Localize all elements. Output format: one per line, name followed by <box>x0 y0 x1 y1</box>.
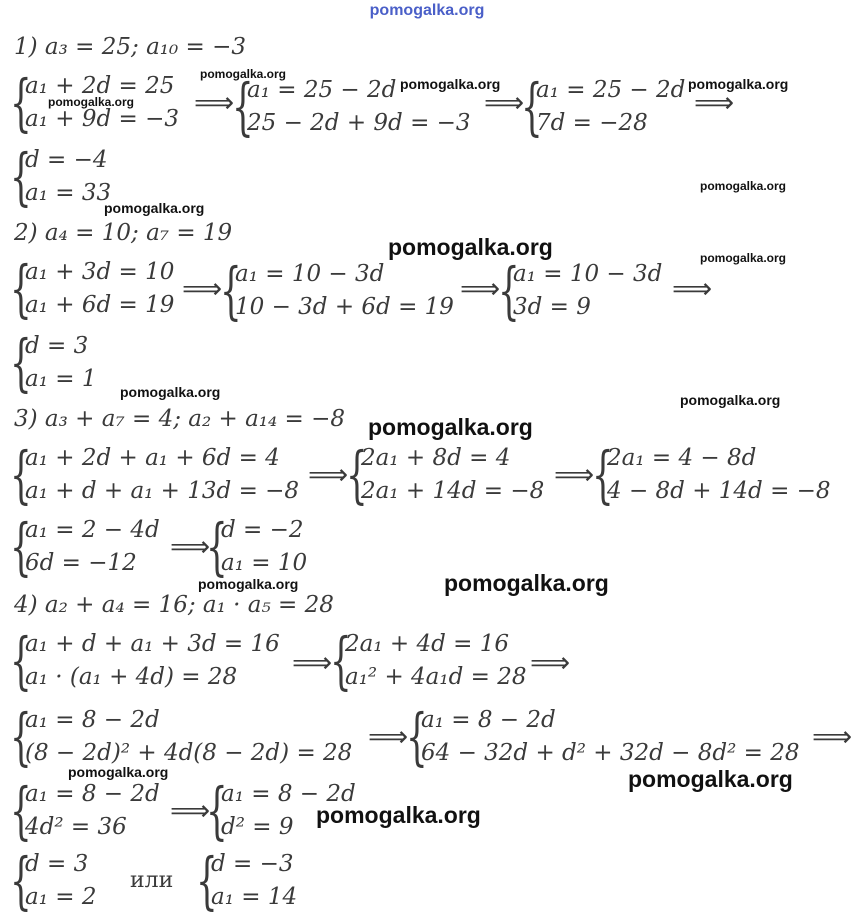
watermark: pomogalka.org <box>388 234 553 260</box>
eq-row: d² = 9 <box>221 814 294 840</box>
implies-arrow-icon: ⟹ <box>812 720 853 753</box>
watermark: pomogalka.org <box>400 76 501 92</box>
brace-icon: { <box>521 70 543 143</box>
brace-icon: { <box>10 774 32 847</box>
eq-row: a₁ = 8 − 2d <box>421 707 556 733</box>
eq-row: a₁ = 25 − 2d <box>536 77 686 103</box>
system-4-8 <box>196 844 298 917</box>
implies-arrow-icon: ⟹ <box>530 646 571 679</box>
or-word: или <box>130 868 174 893</box>
eq-row: 25 − 2d + 9d = −3 <box>247 110 471 136</box>
problem-3-header: 3) a₃ + a₇ = 4; a₂ + a₁₄ = −8 <box>14 406 346 432</box>
watermark: pomogalka.org <box>104 200 205 216</box>
eq-row: 6d = −12 <box>25 550 137 576</box>
brace-icon: { <box>10 252 32 325</box>
eq-row: 2a₁ + 8d = 4 <box>361 445 511 471</box>
eq-row: a₁ = 33 <box>25 180 112 206</box>
implies-arrow-icon: ⟹ <box>170 530 211 563</box>
watermark-top: pomogalka.org <box>369 2 485 19</box>
problem-2-header: 2) a₄ = 10; a₇ = 19 <box>14 220 233 246</box>
system-2-3 <box>498 254 663 327</box>
eq-row: 2a₁ + 4d = 16 <box>345 631 509 657</box>
eq-row: a₁ + d + a₁ + 3d = 16 <box>25 631 280 657</box>
implies-arrow-icon: ⟹ <box>182 272 223 305</box>
brace-icon: { <box>196 844 218 917</box>
brace-icon: { <box>206 510 228 583</box>
system-4-1 <box>10 624 280 697</box>
eq-row: a₁ = 8 − 2d <box>221 781 356 807</box>
system-4-5 <box>10 774 160 847</box>
implies-arrow-icon: ⟹ <box>308 458 349 491</box>
eq-row: 64 − 32d + d² + 32d − 8d² = 28 <box>421 740 800 766</box>
system-4-7 <box>10 844 97 917</box>
brace-icon: { <box>232 70 254 143</box>
eq-row: 3d = 9 <box>513 294 591 320</box>
brace-icon: { <box>10 510 32 583</box>
eq-row: d = −4 <box>25 147 108 173</box>
problem-1-header: 1) a₃ = 25; a₁₀ = −3 <box>14 34 247 60</box>
eq-row: a₁ + 3d = 10 <box>25 259 175 285</box>
eq-row: a₁ = 10 − 3d <box>235 261 385 287</box>
eq-row: a₁ + 2d + a₁ + 6d = 4 <box>25 445 280 471</box>
eq-row: a₁ = 2 <box>25 884 97 910</box>
eq-row: a₁ + 9d = −3 <box>25 106 179 132</box>
implies-arrow-icon: ⟹ <box>554 458 595 491</box>
brace-icon: { <box>206 774 228 847</box>
system-4-4 <box>406 700 800 773</box>
watermark: pomogalka.org <box>628 766 793 792</box>
eq-row: 10 − 3d + 6d = 19 <box>235 294 454 320</box>
brace-icon: { <box>10 326 32 399</box>
system-1-3 <box>521 70 686 143</box>
brace-icon: { <box>10 624 32 697</box>
eq-row: a₁ + 2d = 25 <box>25 73 175 99</box>
implies-arrow-icon: ⟹ <box>194 86 235 119</box>
eq-row: a₁ = 14 <box>211 884 298 910</box>
brace-icon: { <box>10 66 32 139</box>
eq-row: 4d² = 36 <box>25 814 127 840</box>
brace-icon: { <box>220 254 242 327</box>
watermark: pomogalka.org <box>316 802 481 828</box>
eq-row: a₁ = 10 <box>221 550 308 576</box>
eq-row: d = 3 <box>25 333 89 359</box>
system-2-2 <box>220 254 454 327</box>
watermark: pomogalka.org <box>68 764 169 780</box>
system-1-4 <box>10 140 112 213</box>
eq-row: d = −3 <box>211 851 294 877</box>
eq-row: a₁ + d + a₁ + 13d = −8 <box>25 478 300 504</box>
brace-icon: { <box>10 140 32 213</box>
watermark: pomogalka.org <box>700 179 787 193</box>
implies-arrow-icon: ⟹ <box>672 272 713 305</box>
system-3-4 <box>10 510 160 583</box>
eq-row: 2a₁ + 14d = −8 <box>361 478 545 504</box>
watermark: pomogalka.org <box>688 76 789 92</box>
system-3-3 <box>592 438 831 511</box>
eq-row: a₁ = 8 − 2d <box>25 781 160 807</box>
implies-arrow-icon: ⟹ <box>484 86 525 119</box>
implies-arrow-icon: ⟹ <box>694 86 735 119</box>
brace-icon: { <box>10 700 32 773</box>
brace-icon: { <box>592 438 614 511</box>
watermark: pomogalka.org <box>198 576 299 592</box>
watermark: pomogalka.org <box>120 384 221 400</box>
brace-icon: { <box>498 254 520 327</box>
eq-row: d = −2 <box>221 517 304 543</box>
implies-arrow-icon: ⟹ <box>170 794 211 827</box>
watermark: pomogalka.org <box>444 570 609 596</box>
eq-row: 4 − 8d + 14d = −8 <box>607 478 831 504</box>
eq-row: a₁ = 2 − 4d <box>25 517 160 543</box>
system-2-1 <box>10 252 175 325</box>
system-3-1 <box>10 438 300 511</box>
brace-icon: { <box>10 438 32 511</box>
implies-arrow-icon: ⟹ <box>292 646 333 679</box>
eq-row: d = 3 <box>25 851 89 877</box>
eq-row: a₁ = 8 − 2d <box>25 707 160 733</box>
brace-icon: { <box>330 624 352 697</box>
eq-row: a₁ = 10 − 3d <box>513 261 663 287</box>
eq-row: a₁ · (a₁ + 4d) = 28 <box>25 664 238 690</box>
eq-row: (8 − 2d)² + 4d(8 − 2d) = 28 <box>25 740 353 766</box>
system-3-5 <box>206 510 308 583</box>
brace-icon: { <box>346 438 368 511</box>
problem-4-header: 4) a₂ + a₄ = 16; a₁ · a₅ = 28 <box>14 592 334 618</box>
watermark: pomogalka.org <box>368 414 533 440</box>
watermark: pomogalka.org <box>680 392 781 408</box>
system-2-4 <box>10 326 97 399</box>
eq-row: a₁² + 4a₁d = 28 <box>345 664 527 690</box>
eq-row: a₁ = 1 <box>25 366 97 392</box>
eq-row: a₁ + 6d = 19 <box>25 292 175 318</box>
eq-row: 2a₁ = 4 − 8d <box>607 445 757 471</box>
system-4-2 <box>330 624 527 697</box>
implies-arrow-icon: ⟹ <box>368 720 409 753</box>
watermark: pomogalka.org <box>700 251 787 265</box>
brace-icon: { <box>10 844 32 917</box>
system-3-2 <box>346 438 545 511</box>
brace-icon: { <box>406 700 428 773</box>
eq-row: a₁ = 25 − 2d <box>247 77 397 103</box>
watermark: pomogalka.org <box>48 95 135 109</box>
eq-row: 7d = −28 <box>536 110 648 136</box>
watermark: pomogalka.org <box>200 67 287 81</box>
implies-arrow-icon: ⟹ <box>460 272 501 305</box>
